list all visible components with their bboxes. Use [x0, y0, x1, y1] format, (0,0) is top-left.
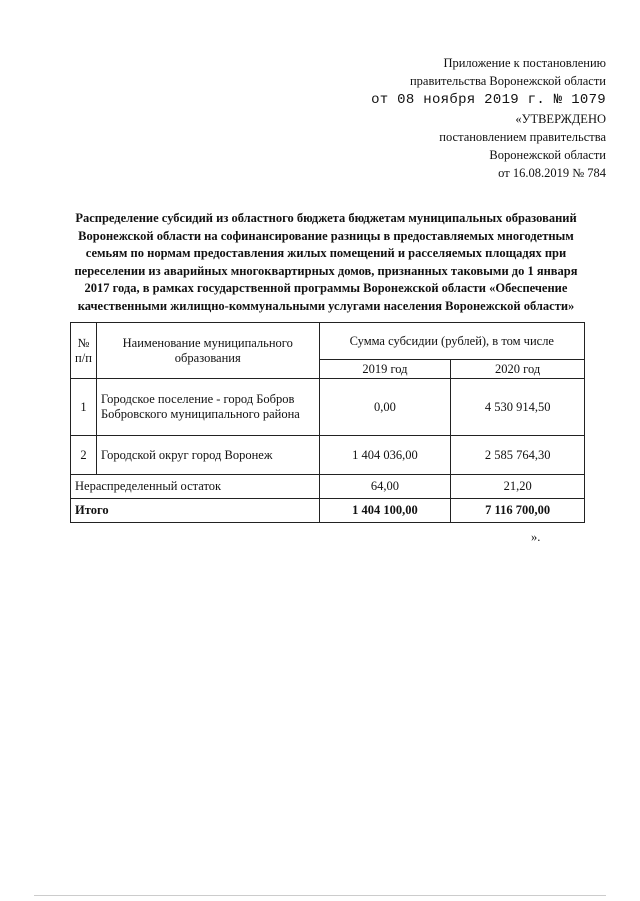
remainder-row: [71, 475, 585, 499]
header-number: № п/п: [71, 323, 97, 379]
header-appendix-line: Приложение к постановлению: [443, 56, 606, 70]
row-municipality: Городской округ город Воронеж: [96, 436, 319, 475]
header-approved-by-line: постановлением правительства: [439, 130, 606, 144]
table-row: [71, 436, 585, 475]
header-year-2019: 2019 год: [319, 360, 451, 379]
scan-edge-line: [34, 895, 606, 896]
header-date-number-line: от 16.08.2019 № 784: [498, 166, 606, 180]
header-municipality: Наименование муниципального образования: [96, 323, 319, 379]
table-header-row: [71, 323, 585, 360]
row-municipality: Городское поселение - город Бобров Бобровского муниципального района: [96, 379, 319, 436]
table-row: [71, 379, 585, 436]
row-number: 2: [71, 436, 97, 475]
header-government-line: правительства Воронежской области: [409, 74, 606, 88]
header-region-line: Воронежской области: [489, 148, 606, 162]
remainder-label: Нераспределенный остаток: [71, 475, 320, 499]
remainder-2020: 21,20: [451, 475, 585, 499]
header-typed-date: от 08 ноября 2019 г. № 1079: [371, 92, 606, 108]
header-approved-line: «УТВЕРЖДЕНО: [515, 112, 606, 126]
row-sum-2020: 2 585 764,30: [451, 436, 585, 475]
total-row: [71, 499, 585, 523]
row-number: 1: [71, 379, 97, 436]
approval-header: [371, 54, 606, 182]
row-sum-2020: 4 530 914,50: [451, 379, 585, 436]
document-title: Распределение субсидий из областного бюджета бюджетам муниципальных образований Воронежской области на софинансирование разницы в предоставляемых многодетным семьям по нормам предоставления жилых помещений и расселяемых площадях при переселении из аварийных многоквартирных домов, признанных таковыми до 1 января 2017 года, в рамках государственной программы Воронежской области «Обеспечение качественными жилищно-коммунальными услугами населения Воронежской области»: [74, 211, 578, 313]
row-sum-2019: 0,00: [319, 379, 451, 436]
closing-quote: ».: [531, 530, 541, 544]
header-subsidy-sum: Сумма субсидии (рублей), в том числе: [319, 323, 584, 360]
remainder-2019: 64,00: [319, 475, 451, 499]
total-2019: 1 404 100,00: [319, 499, 451, 523]
row-sum-2019: 1 404 036,00: [319, 436, 451, 475]
total-label: Итого: [71, 499, 320, 523]
header-year-2020: 2020 год: [451, 360, 585, 379]
subsidy-table: [70, 322, 585, 523]
total-2020: 7 116 700,00: [451, 499, 585, 523]
